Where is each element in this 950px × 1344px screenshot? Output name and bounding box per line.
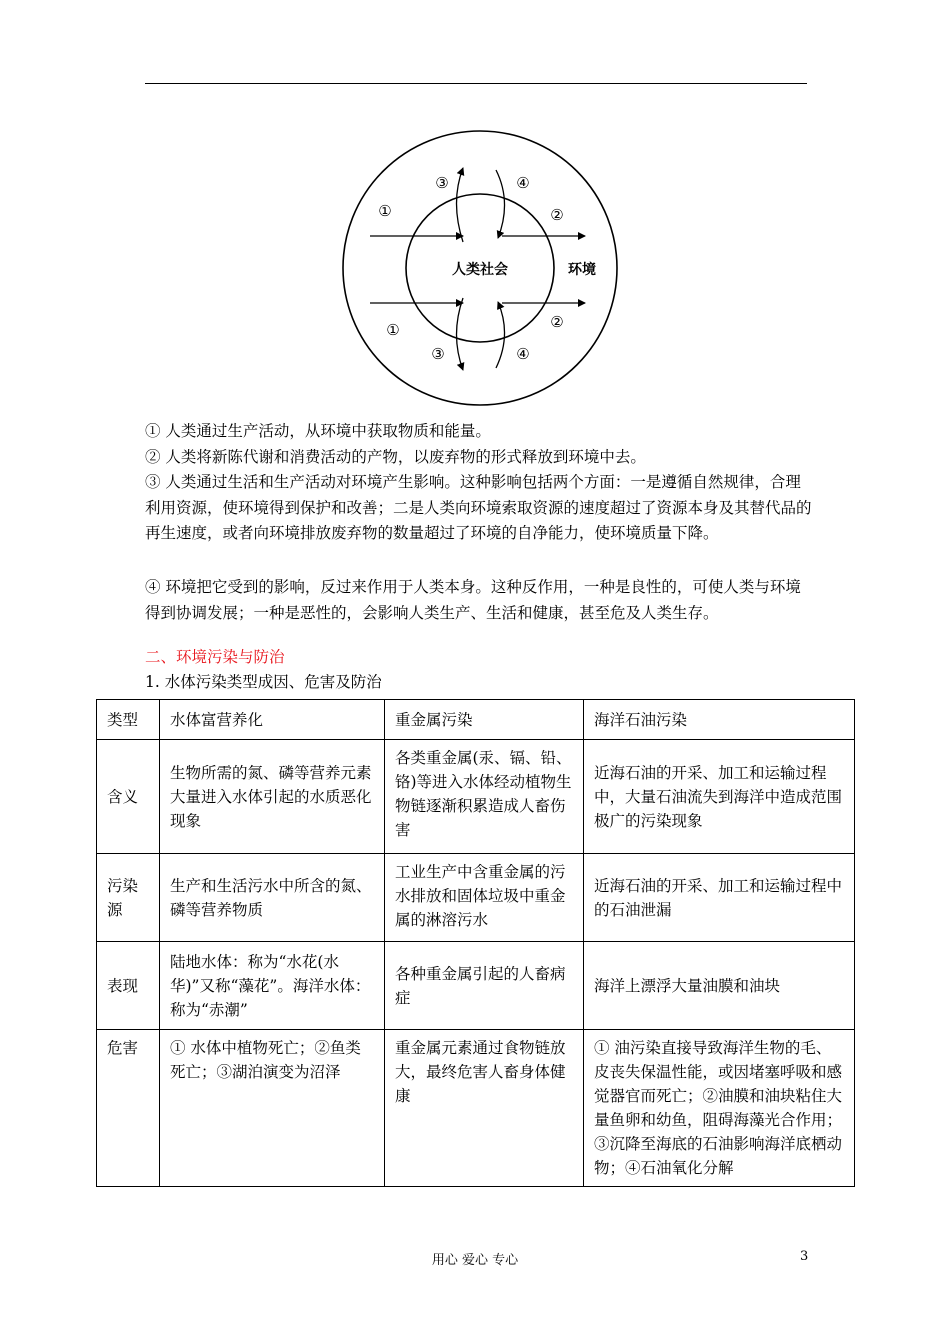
marker-1-top: ① [378, 202, 392, 220]
paragraph-1: ① 人类通过生产活动，从环境中获取物质和能量。 [145, 422, 491, 440]
header-cell: 类型 [97, 700, 160, 740]
table-cell: 近海石油的开采、加工和运输过程中的石油泄漏 [584, 854, 855, 942]
row-label: 含义 [97, 740, 160, 854]
marker-1-bottom: ① [386, 321, 400, 339]
table-cell: 生产和生活污水中所含的氮、磷等营养物质 [160, 854, 385, 942]
marker-3-top: ③ [435, 174, 449, 192]
table-cell: 近海石油的开采、加工和运输过程中，大量石油流失到海洋中造成范围极广的污染现象 [584, 740, 855, 854]
arrow-4-top [496, 170, 505, 238]
header-rule [145, 83, 807, 84]
row-label: 危害 [97, 1030, 160, 1187]
paragraph-2: ② 人类将新陈代谢和消费活动的产物，以废弃物的形式释放到环境中去。 [145, 448, 646, 466]
table-cell: ① 水体中植物死亡；②鱼类死亡；③湖泊演变为沼泽 [160, 1030, 385, 1187]
arrow-3-bottom [457, 298, 464, 370]
table-cell: 海洋上漂浮大量油膜和油块 [584, 942, 855, 1030]
sub-title: 1. 水体污染类型成因、危害及防治 [145, 673, 382, 691]
table-cell: 陆地水体：称为“水花(水华)”又称“藻花”。海洋水体：称为“赤潮” [160, 942, 385, 1030]
table-header-row [97, 700, 855, 740]
arrow-4-bottom [496, 302, 505, 368]
marker-4-bottom: ④ [516, 345, 530, 363]
page-number: 3 [800, 1249, 809, 1264]
section-title: 二、环境污染与防治 [145, 648, 285, 666]
table-row [97, 1030, 855, 1187]
marker-2-top: ② [550, 206, 564, 224]
table-cell: 生物所需的氮、磷等营养元素大量进入水体引起的水质恶化现象 [160, 740, 385, 854]
header-cell: 水体富营养化 [160, 700, 385, 740]
marker-3-bottom: ③ [431, 345, 445, 363]
paragraph-3: ③ 人类通过生活和生产活动对环境产生影响。这种影响包括两个方面：一是遵循自然规律，合理利用资源，使环境得到保护和改善；二是人类向环境索取资源的速度超过了资源本身及其替代品的再生速度，或者向环境排放废弃物的数量超过了环境的自净能力，使环境质量下降。 [145, 473, 812, 542]
table-cell: ① 油污染直接导致海洋生物的毛、皮丧失保温性能，或因堵塞呼吸和感觉器官而死亡；②油膜和油块粘住大量鱼卵和幼鱼，阻碍海藻光合作用；③沉降至海底的石油影响海洋底栖动物；④石油氧化分解 [584, 1030, 855, 1187]
header-cell: 重金属污染 [385, 700, 584, 740]
table-row [97, 740, 855, 854]
table-row [97, 854, 855, 942]
human-environment-diagram [330, 130, 630, 420]
row-label: 污染源 [97, 854, 160, 942]
table-row [97, 942, 855, 1030]
header-cell: 海洋石油污染 [584, 700, 855, 740]
table-cell: 各种重金属引起的人畜病症 [385, 942, 584, 1030]
paragraph-4: ④ 环境把它受到的影响，反过来作用于人类本身。这种反作用，一种是良性的，可使人类与环境得到协调发展；一种是恶性的，会影响人类生产、生活和健康，甚至危及人类生存。 [145, 578, 801, 622]
pollution-table [96, 699, 855, 1187]
marker-2-bottom: ② [550, 313, 564, 331]
environment-label: 环境 [568, 262, 596, 278]
row-label: 表现 [97, 942, 160, 1030]
marker-4-top: ④ [516, 174, 530, 192]
table-cell: 工业生产中含重金属的污水排放和固体垃圾中重金属的淋溶污水 [385, 854, 584, 942]
footer-motto: 用心 爱心 专心 [431, 1253, 519, 1268]
table-cell: 各类重金属(汞、镉、铅、铬)等进入水体经动植物生物链逐渐积累造成人畜伤害 [385, 740, 584, 854]
society-label: 人类社会 [452, 262, 508, 278]
arrow-3-top [457, 168, 464, 242]
table-cell: 重金属元素通过食物链放大，最终危害人畜身体健康 [385, 1030, 584, 1187]
